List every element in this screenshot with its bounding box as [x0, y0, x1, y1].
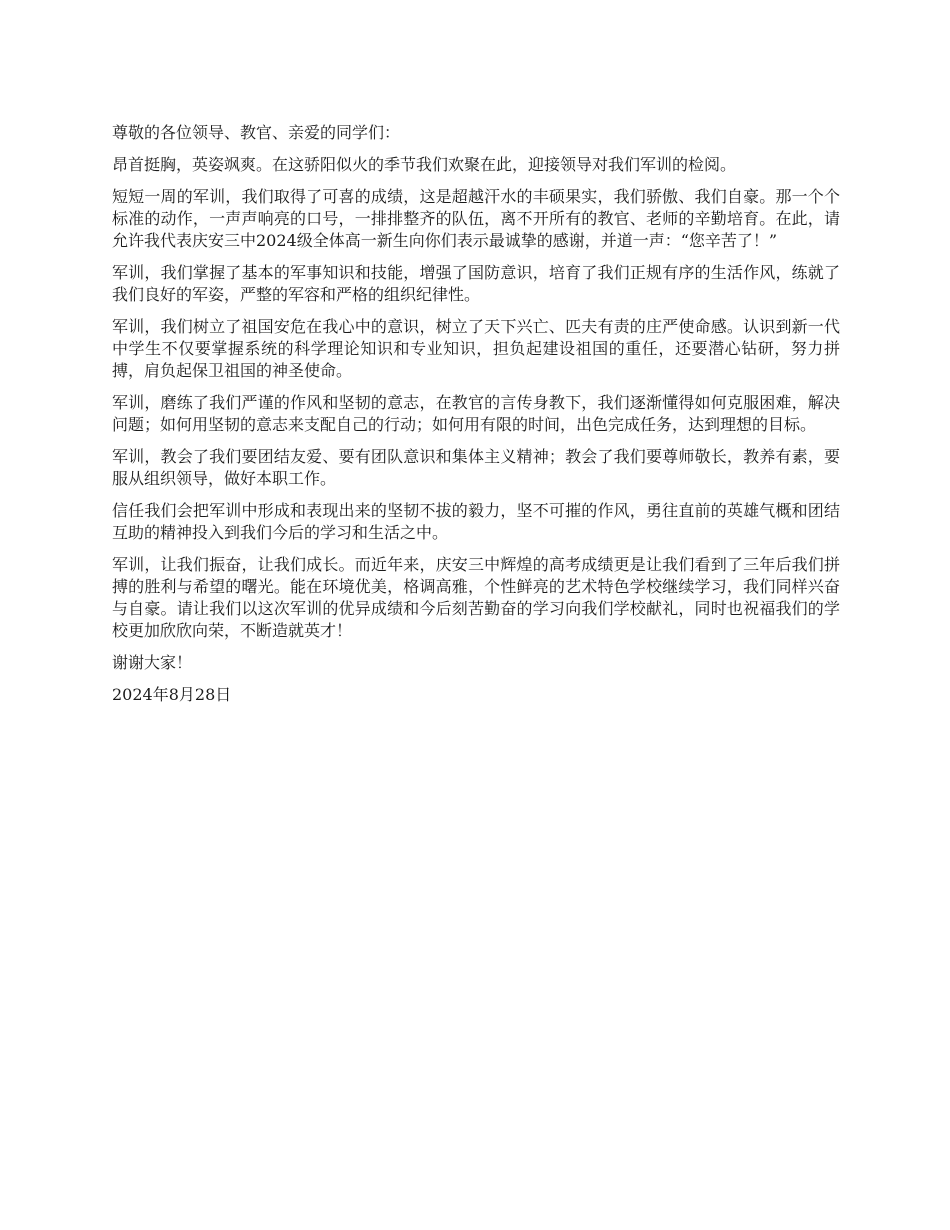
paragraph-3: 军训，我们掌握了基本的军事知识和技能，增强了国防意识，培育了我们正规有序的生活作风，练就了我们良好的军姿，严整的军容和严格的组织纪律性。 [112, 263, 840, 304]
paragraph-8: 军训，让我们振奋，让我们成长。而近年来，庆安三中辉煌的高考成绩更是让我们看到了三年后我们拼搏的胜利与希望的曙光。能在环境优美，格调高雅，个性鲜亮的艺术特色学校继续学习，我们同样兴奋与自豪。请让我们以这次军训的优异成绩和今后刻苦勤奋的学习向我们学校献礼，同时也祝福我们的学校更加欣欣向荣，不断造就英才！ [112, 555, 840, 640]
paragraph-4: 军训，我们树立了祖国安危在我心中的意识，树立了天下兴亡、匹夫有责的庄严使命感。认识到新一代中学生不仅要掌握系统的科学理论知识和专业知识，担负起建设祖国的重任，还要潜心钻研，努力拼搏，肩负起保卫祖国的神圣使命。 [112, 317, 840, 380]
paragraph-7: 信任我们会把军训中形成和表现出来的坚韧不拔的毅力，坚不可摧的作风，勇往直前的英雄气概和团结互助的精神投入到我们今后的学习和生活之中。 [112, 501, 840, 542]
paragraph-5: 军训，磨练了我们严谨的作风和坚韧的意志，在教官的言传身教下，我们逐渐懂得如何克服困难，解决问题；如何用坚韧的意志来支配自己的行动；如何用有限的时间，出色完成任务，达到理想的目标。 [112, 393, 840, 434]
paragraph-6: 军训，教会了我们要团结友爱、要有团队意识和集体主义精神；教会了我们要尊师敬长，教养有素，要服从组织领导，做好本职工作。 [112, 447, 840, 488]
document-body [112, 122, 840, 716]
salutation: 尊敬的各位领导、教官、亲爱的同学们： [112, 123, 401, 142]
paragraph-1: 昂首挺胸，英姿飒爽。在这骄阳似火的季节我们欢聚在此，迎接领导对我们军训的检阅。 [112, 155, 737, 174]
paragraph-2: 短短一周的军训，我们取得了可喜的成绩，这是超越汗水的丰硕果实，我们骄傲、我们自豪。那一个个标准的动作，一声声响亮的口号，一排排整齐的队伍，离不开所有的教官、老师的辛勤培育。在此，请允许我代表庆安三中2024级全体高一新生向你们表示最诚挚的感谢，并道一声：“您辛苦了！” [112, 187, 840, 250]
date: 2024年8月28日 [112, 685, 232, 704]
closing: 谢谢大家！ [112, 653, 193, 672]
